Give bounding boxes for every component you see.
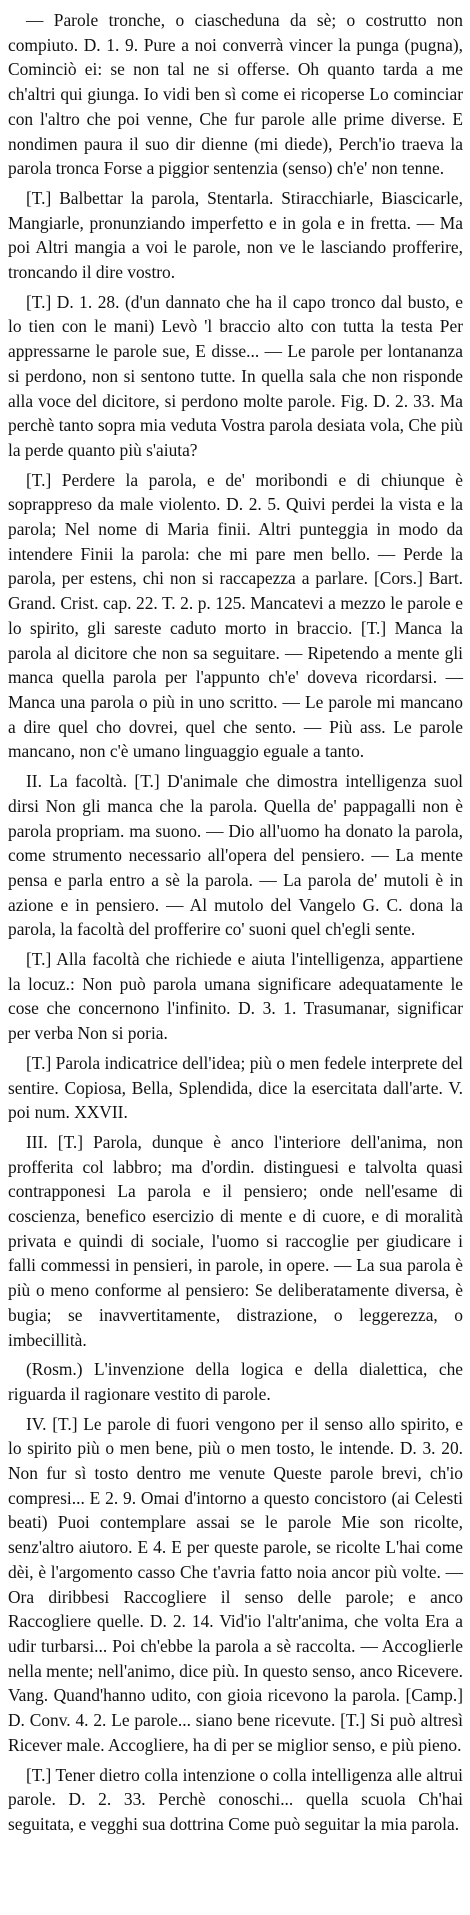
- paragraph-indicatrice-idea: [T.] Parola indicatrice dell'idea; più o men fedele interprete del sentire. Copiosa, Bella, Splendida, dice la esercitata dall'arte. V. poi num. XXVII.: [8, 1052, 463, 1123]
- paragraph-balbettar: [T.] Balbettar la parola, Stentarla. Stiracchiarle, Biascicarle, Mangiarle, pronunziando imperfetto e in gola e in fretta. — Ma poi Altri mangia a voi le parole, non ve le lasciando profferire, troncando il dire vostro.: [8, 187, 463, 283]
- paragraph-logica-dialettica: (Rosm.) L'invenzione della logica e della dialettica, che riguarda il ragionare vestito di parole.: [8, 1359, 463, 1404]
- paragraph-perdere-la-parola: [T.] Perdere la parola, e de' moribondi e di chiunque è soprappreso da male violento. D. 2. 5. Quivi perdei la vista e la parola; Nel nome di Maria finii. Altri punteggia in modo da intendere Finii la parola: che mi pare men bello. — Perde la parola, per estens, chi non si raccapezza a parlare. [Cors.] Bart. Grand. Crist. cap. 22. T. 2. p. 125. Mancatevi a mezzo le parole e lo spirito, gli sareste caduto morto in braccio. [T.] Manca la parola al dicitore che non sa seguitare. — Ripetendo a mente gli manca quella parola per l'appunto ch'e' doveva ricordarsi. — Manca una parola o più in uno scritto. — Le parole mi mancano a dire quel cho dovrei, quel che sento. — Più ass. Le parole mancano, non c'è umano linguaggio eguale a tanto.: [8, 469, 463, 762]
- paragraph-facolta-intelligenza: [T.] Alla facoltà che richiede e aiuta l'intelligenza, appartiene la locuz.: Non può parola umana significare adequatamente le cose che concernono l'infinito. D. 3. 1. Trasumanar, significar per verba Non si poria.: [8, 949, 463, 1044]
- paragraph-parole-di-fuori: IV. [T.] Le parole di fuori vengono per il senso allo spirito, e lo spirito più o men bene, più o men tosto, le intende. D. 3. 20. Non fur sì tosto dentro me venute Queste parole brevi, ch'io compresi... E 2. 9. Omai d'intorno a questo concistoro (ai Celesti beati) Puoi contemplare assai se le parole Mie son ricolte, senz'altro aiutoro. E 4. E per queste parole, se ricolte L'hai come dèi, è l'argomento casso Che t'avria fatto noia ancor più volte. — Ora diribbesi Raccogliere il senso delle parole; e anco Raccogliere quelle. D. 2. 14. Vid'io l'altr'anima, che volta Era a udir turbarsi... Poi ch'ebbe la parola a sè raccolta. — Accoglierle nella mente; nell'animo, dice più. In questo senso, anco Ricevere. Vang. Quand'hanno udito, con gioia ricevono la parola. [Camp.] D. Conv. 4. 2. Le parole... siano bene ricevute. [T.] Si può altresì Ricever male. Accogliere, ha di per se miglior senso, e più pieno.: [8, 1413, 463, 1755]
- paragraph-parole-tronche: — Parole tronche, o ciascheduna da sè; o costrutto non compiuto. D. 1. 9. Pure a noi converrà vincer la punga (pugna), Cominciò ei: se non tal ne si offerse. Oh quanto tarda a me ch'altri qui giunga. Io vidi ben sì come ei ricoperse Lo cominciar con l'altro che poi venne, Che fur parole alle prime diverse. E nondimen paura il suo dir dienne (mi diede), Perch'io traeva la parola tronca Forse a piggior sentenzia (senso) ch'e' non tenne.: [8, 10, 463, 179]
- paragraph-capo-tronco: [T.] D. 1. 28. (d'un dannato che ha il capo tronco dal busto, e lo tien con le mani) Levò 'l braccio alto con tutta la testa Per appressarne le parole sue, E disse... — Le parole per lontananza si perdono, non si sentono tutte. In quella sala che non risponde alla voce del dicitore, si perdono molte parole. Fig. D. 2. 33. Ma perchè tanto sopra mia veduta Vostra parola desiata vola, Che più la perde quanto più s'aiuta?: [8, 291, 463, 460]
- paragraph-interiore-anima: III. [T.] Parola, dunque è anco l'interiore dell'anima, non profferita col labbro; ma d'ordin. distinguesi e talvolta quasi contrapponesi La parola e il pensiero; onde nell'esame di coscienza, benefico esercizio di mente e di cuore, e di moralità privata e quindi di sociale, l'uomo si raccoglie per giudicare i falli commessi in pensieri, in parole, in opere. — La sua parola è più o meno conforme al pensiero: Se deliberatamente diversa, è bugia; se inavvertitamente, distrazione, o leggerezza, o imbecillità.: [8, 1131, 463, 1350]
- paragraph-la-facolta: II. La facoltà. [T.] D'animale che dimostra intelligenza suol dirsi Non gli manca che la parola. Quella de' pappagalli non è parola propriam. ma suono. — Dio all'uomo ha donato la parola, come strumento necessario all'opera del pensiero. — La mente pensa e parla entro a sè la parola. — La parola de' mutoli è in azione e in pensiero. — Al mutolo del Vangelo G. C. dona la parola, la facoltà del profferire co' suoni quel ch'egli sente.: [8, 771, 463, 940]
- paragraph-tener-dietro: [T.] Tener dietro colla intenzione o colla intelligenza alle altrui parole. D. 2. 33. Perchè conoschi... quella scuola Ch'hai seguitata, e vegghi sua dottrina Come può seguitar la mia parola.: [8, 1764, 463, 1834]
